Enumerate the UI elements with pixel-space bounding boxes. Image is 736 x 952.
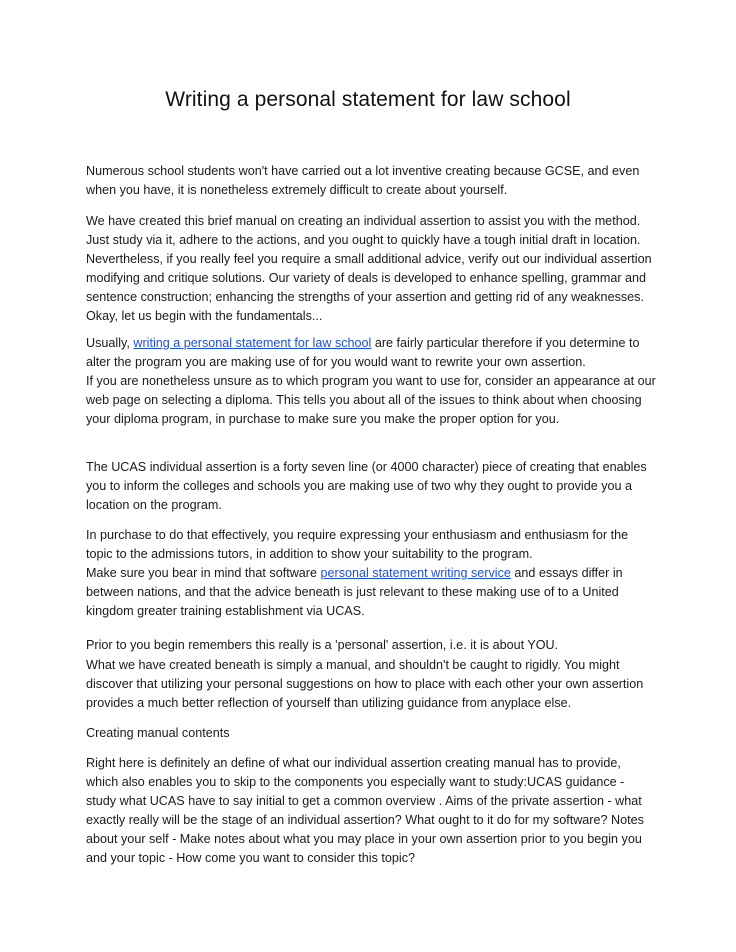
paragraph-guide: What we have created beneath is simply a manual, and shouldn't be caught to rigidly. You might discover that utilizing your personal suggestions on how to place with each other your own assertion provides a much better reflection of yourself than utilizing guidance from anyplace else. bbox=[86, 658, 644, 710]
paragraph-outline: Right here is definitely an define of what our individual assertion creating manual has to provide, which also enables you to skip to the components you especially want to study:UCAS guidance - study what UCAS have to say initial to get a common overview . Aims of the private assertion - what exactly really will be the stage of an individual assertion? What ought to it do for my software? Notes about your self - Make notes about what you may place in your own assertion prior to you begin you and your topic - How come you want to consider this topic? bbox=[86, 756, 644, 865]
paragraph-intro: Numerous school students won't have carried out a lot inventive creating because GCSE, and even when you have, it is nonetheless extremely difficult to create about yourself. bbox=[86, 164, 640, 197]
paragraph-enthusiasm: In purchase to do that effectively, you require expressing your enthusiasm and enthusiasm for the topic to the admissions tutors, in addition to show your suitability to the program. bbox=[86, 528, 629, 561]
paragraph-software-end: and essays differ in between nations, and that the advice beneath is just relevant to these making use of to a United kingdom greater training establishment via UCAS. bbox=[86, 566, 623, 618]
page-title: Writing a personal statement for law school bbox=[165, 88, 571, 111]
paragraph-personal: Prior to you begin remembers this really is a 'personal' assertion, i.e. it is about YOU. bbox=[86, 638, 559, 652]
paragraph-usually bbox=[86, 334, 656, 372]
paragraph-usually-start: Usually, bbox=[86, 336, 134, 350]
section-heading-contents: Creating manual contents bbox=[86, 726, 230, 740]
writing-service-link[interactable]: personal statement writing service bbox=[320, 566, 511, 580]
paragraph-software bbox=[86, 564, 656, 621]
paragraph-usually-end: are fairly particular therefore if you determine to alter the program you are making use of for you would want to rewrite your own assertion. bbox=[86, 336, 640, 369]
paragraph-software-start: Make sure you bear in mind that software bbox=[86, 566, 321, 580]
paragraph-ucas: The UCAS individual assertion is a forty seven line (or 4000 character) piece of creating that enables you to inform the colleges and schools you are making use of two why they ought to provide you a location on the program. bbox=[86, 460, 647, 512]
paragraph-unsure: If you are nonetheless unsure as to which program you want to use for, consider an appearance at our web page on selecting a diploma. This tells you about all of the issues to think about when choosing your diploma program, in purchase to make sure you make the proper option for you. bbox=[86, 374, 656, 426]
paragraph-manual: We have created this brief manual on creating an individual assertion to assist you with the method. Just study via it, adhere to the actions, and you ought to quickly have a tough initial draft in location. Nevertheless, if you really feel you require a small additional advice, verify out our individual assertion modifying and critique solutions. Our variety of deals is developed to enhance spelling, grammar and sentence construction; enhancing the strengths of your assertion and getting rid of any weaknesses. Okay, let us begin with the fundamentals... bbox=[86, 214, 652, 323]
law-school-statement-link[interactable]: writing a personal statement for law school bbox=[133, 336, 372, 350]
